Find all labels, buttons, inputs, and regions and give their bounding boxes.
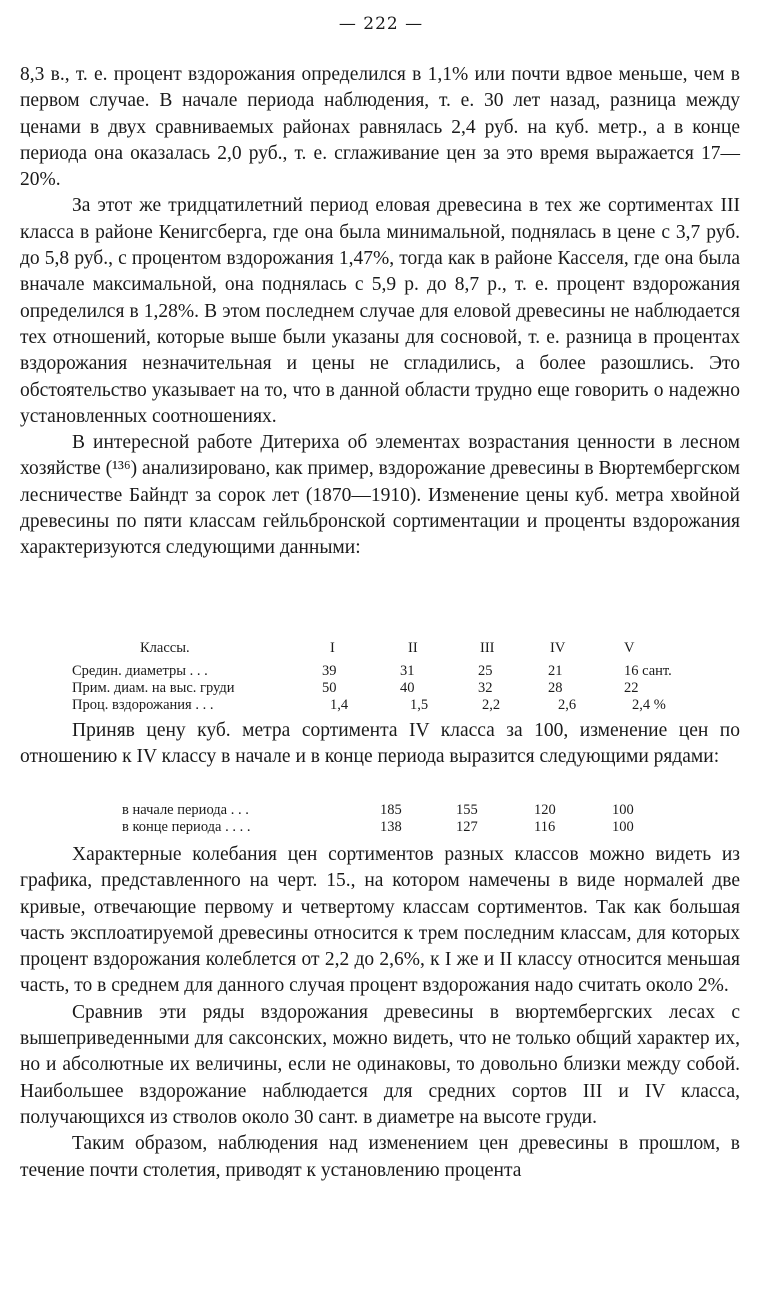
table-cell: 2,4 %: [632, 697, 666, 713]
table-cell: 127: [456, 819, 478, 835]
table-header-cell: Классы.: [140, 640, 190, 656]
table-cell: 25: [478, 663, 493, 679]
table-header-cell: V: [624, 640, 635, 656]
table-cell: 40: [400, 680, 415, 696]
table-cell: 120: [534, 802, 556, 818]
table-cell: 2,6: [558, 697, 577, 713]
paragraph: Характерные колебания цен сортиментов разных классов можно видеть из графика, представленного на черт. 15., на котором намечены в виде нормалей две кривые, отвечающие первому и четвертому классам сортиментов. Так как большая часть эксплоатируемой древесины относится к трем последним классам, для которых процент вздорожания колеблется от 2,2 до 2,6%, к I же и II классу относится меньшая часть, то в среднем для данного случая процент вздорожания надо считать около 2%.: [20, 844, 740, 997]
table-cell: Прим. диам. на выс. груди: [72, 680, 235, 696]
table-row: [72, 697, 712, 714]
paragraph: Сравнив эти ряды вздорожания древесины в вюртембергских лесах с вышеприведенными для саксонских, можно видеть, что не только общий характер их, но и абсолютные их величины, если не одинаковы, то довольно близки между собой. Наибольшее вздорожание наблюдается для средних сортов III и IV класса, получающихся из стволов около 30 сант. в диаметре на высоте груди.: [20, 1001, 740, 1128]
table-header-cell: IV: [550, 640, 566, 656]
table-cell: 50: [322, 680, 337, 696]
table-row: [122, 819, 682, 836]
paragraph: Приняв цену куб. метра сортимента IV класса за 100, изменение цен по отношению к IV классу в начале и в конце периода выразится следующими рядами:: [20, 720, 740, 768]
table-cell: 21: [548, 663, 563, 679]
table-row: [122, 802, 682, 819]
table-cell: Проц. вздорожания . . .: [72, 697, 214, 713]
table-cell: 1,5: [410, 697, 429, 713]
table-cell: 39: [322, 663, 337, 679]
table-header-cell: III: [480, 640, 495, 656]
page-number: — 222 —: [338, 14, 424, 34]
table-header-row: [72, 640, 712, 657]
table-cell: 32: [478, 680, 493, 696]
table-row: [72, 680, 712, 697]
table-cell: 2,2: [482, 697, 501, 713]
text-block-3: [20, 842, 740, 1184]
table-header-cell: I: [330, 640, 335, 656]
paragraph: 8,3 в., т. е. процент вздорожания определился в 1,1% или почти вдвое меньше, чем в первом случае. В начале периода наблюдения, т. е. 30 лет назад, разница между ценами в двух сравниваемых районах равнялась 2,4 руб. на куб. метр., а в конце периода она оказалась 2,0 руб., т. е. сглаживание цен за это время выражается 17—20%.: [20, 64, 740, 191]
diameter-table: [72, 640, 712, 714]
paragraph: В интересной работе Дитериха об элементах возрастания ценности в лесном хозяйстве (¹³⁶) анализировано, как пример, вздорожание древесины в Вюртембергском лесничестве Байндт за сорок лет (1870—1910). Изменение цены куб. метра хвойной древесины по пяти классам гейльбронской сортиментации и проценты вздорожания характеризуются следующими данными:: [20, 432, 741, 559]
table-cell: 116: [534, 819, 556, 835]
table-cell: 28: [548, 680, 563, 696]
table-cell: 22: [624, 680, 639, 696]
text-block-2: [20, 718, 740, 771]
table-row: [72, 663, 712, 680]
table-cell: 100: [612, 802, 634, 818]
table-cell: в конце периода . . . .: [122, 819, 251, 835]
table-cell: 138: [380, 819, 402, 835]
table-cell: в начале периода . . .: [122, 802, 249, 818]
table-cell: 185: [380, 802, 402, 818]
table-cell: 1,4: [330, 697, 349, 713]
table-cell: 16 сант.: [624, 663, 672, 679]
table-cell: Средин. диаметры . . .: [72, 663, 208, 679]
price-series-table: [122, 802, 682, 836]
table-cell: 31: [400, 663, 415, 679]
paragraph: За этот же тридцатилетний период еловая древесина в тех же сортиментах III класса в районе Кенигсберга, где она была минимальной, поднялась в цене с 3,7 руб. до 5,8 руб., с процентом вздорожания 1,47%, тогда как в районе Касселя, где она была вначале максимальной, она поднялась с 5,9 р. до 8,7 р., т. е. процент вздорожания определился в 1,28%. В этом последнем случае для еловой древесины не наблюдается тех отношений, которые выше были указаны для сосновой, т. е. разница в процентах вздорожания незначительная и цены не сгладились, а более разошлись. Это обстоятельство указывает на то, что в данной области трудно еще говорить о надежно установленных соотношениях.: [20, 195, 740, 427]
text-block-1: [20, 62, 740, 562]
table-cell: 155: [456, 802, 478, 818]
paragraph: Таким образом, наблюдения над изменением цен древесины в прошлом, в течение почти столетия, приводят к установлению процента: [20, 1133, 740, 1181]
table-cell: 100: [612, 819, 634, 835]
table-header-cell: II: [408, 640, 418, 656]
